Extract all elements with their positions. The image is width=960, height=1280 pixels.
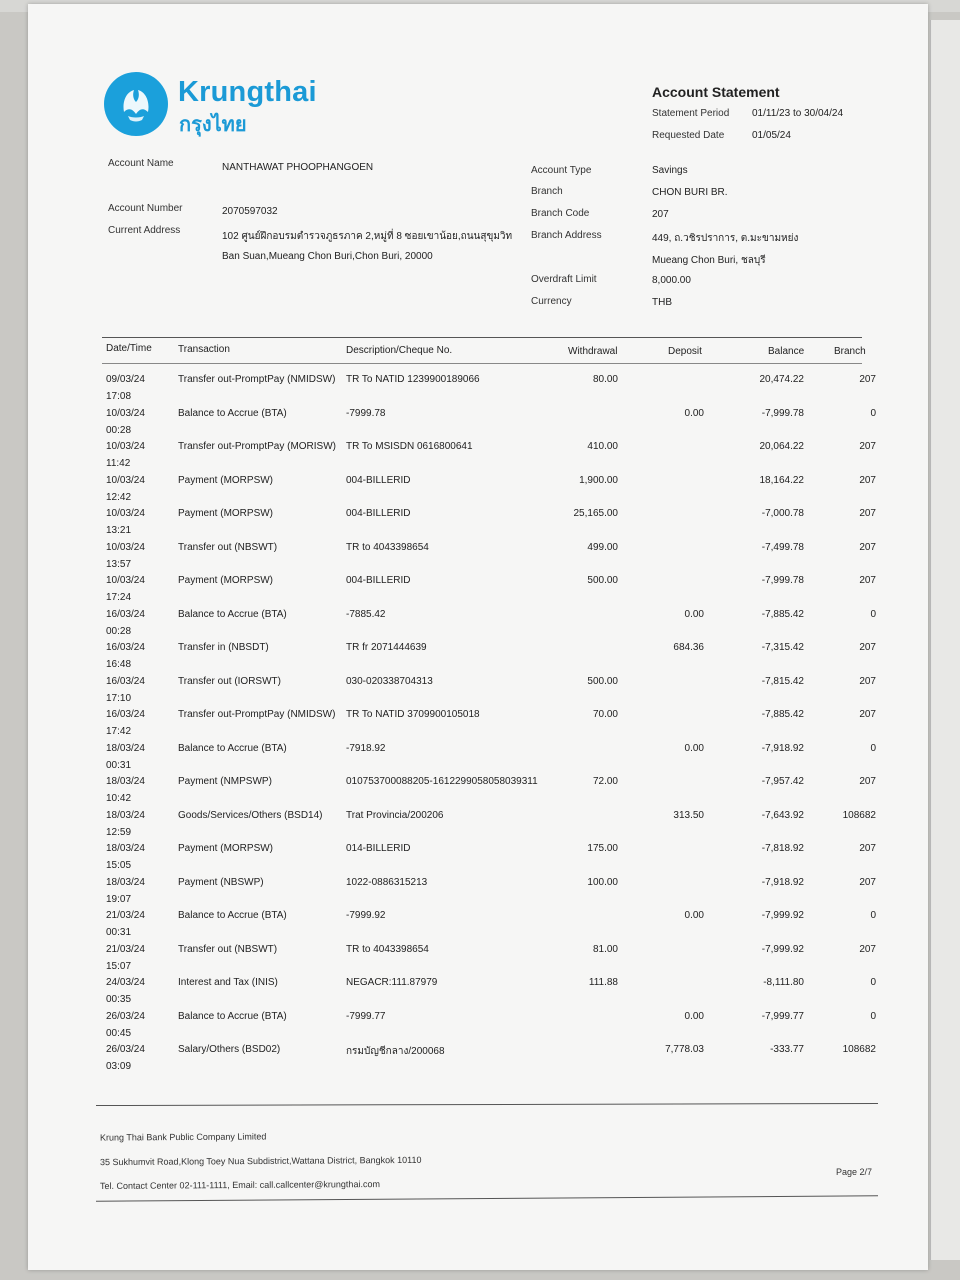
- row-balance: 18,164.22: [759, 475, 804, 486]
- row-withdrawal: 500.00: [587, 676, 618, 687]
- row-withdrawal: 410.00: [587, 441, 618, 452]
- row-branch: 207: [859, 542, 876, 553]
- statement-period-label: Statement Period: [652, 108, 730, 119]
- statement-title: Account Statement: [652, 84, 780, 100]
- account-name-label: Account Name: [108, 158, 174, 169]
- footer-contact: Tel. Contact Center 02-111-1111, Email: call.callcenter@krungthai.com: [99, 1179, 380, 1191]
- row-withdrawal: 1,900.00: [579, 475, 618, 486]
- row-date: 10/03/24: [106, 508, 145, 519]
- row-description: TR fr 2071444639: [346, 642, 427, 653]
- footer-bottom-rule: [96, 1195, 878, 1201]
- branch-address-line-1: 449, ถ.วชิรปราการ, ต.มะขามหย่ง: [652, 233, 799, 244]
- row-balance: -7,885.42: [761, 709, 804, 720]
- row-transaction: Payment (MORPSW): [178, 843, 274, 854]
- row-balance: -7,918.92: [761, 877, 804, 888]
- row-balance: -7,815.42: [761, 676, 804, 687]
- row-time: 19:07: [106, 894, 132, 905]
- row-description: กรมบัญชีกลาง/200068: [346, 1046, 445, 1057]
- row-branch: 207: [859, 642, 876, 653]
- row-balance: -7,499.78: [761, 542, 804, 553]
- row-branch: 207: [859, 843, 876, 854]
- header-datetime: Date/Time: [106, 343, 152, 354]
- row-date: 18/03/24: [106, 843, 145, 854]
- bank-name-en: Krungthai: [178, 76, 317, 108]
- row-description: TR To NATID 3709900105018: [346, 709, 480, 720]
- row-deposit: 0.00: [684, 910, 704, 921]
- row-description: 014-BILLERID: [346, 843, 411, 854]
- header-branch: Branch: [834, 346, 866, 357]
- branch-label: Branch: [531, 186, 563, 197]
- row-balance: -7,999.77: [761, 1011, 804, 1022]
- account-type-value: Savings: [652, 165, 688, 176]
- row-transaction: Transfer out (NBSWT): [178, 944, 278, 955]
- row-withdrawal: 100.00: [587, 877, 618, 888]
- row-description: -7999.92: [346, 910, 386, 921]
- statement-period-value: 01/11/23 to 30/04/24: [752, 108, 844, 119]
- row-branch: 0: [870, 408, 876, 419]
- branch-code-label: Branch Code: [531, 208, 590, 219]
- row-branch: 207: [859, 944, 876, 955]
- row-description: -7999.78: [346, 408, 386, 419]
- row-balance: -7,818.92: [761, 843, 804, 854]
- row-transaction: Interest and Tax (INIS): [178, 977, 278, 988]
- row-branch: 0: [870, 609, 876, 620]
- requested-date-label: Requested Date: [652, 130, 725, 141]
- row-branch: 207: [859, 441, 876, 452]
- current-address-label: Current Address: [108, 225, 181, 236]
- row-date: 10/03/24: [106, 441, 145, 452]
- row-time: 17:08: [106, 391, 132, 402]
- row-date: 16/03/24: [106, 676, 145, 687]
- row-time: 11:42: [106, 458, 131, 469]
- row-date: 16/03/24: [106, 609, 145, 620]
- row-transaction: Goods/Services/Others (BSD14): [178, 810, 323, 821]
- header-transaction: Transaction: [178, 344, 230, 355]
- table-header-rule: [102, 363, 862, 364]
- row-branch: 207: [859, 676, 876, 687]
- row-transaction: Balance to Accrue (BTA): [178, 910, 287, 921]
- row-branch: 0: [870, 1011, 876, 1022]
- row-branch: 207: [859, 374, 876, 385]
- row-date: 18/03/24: [106, 743, 145, 754]
- row-branch: 108682: [842, 810, 876, 821]
- row-branch: 0: [870, 910, 876, 921]
- row-transaction: Transfer out-PromptPay (NMIDSW): [178, 374, 336, 385]
- row-time: 00:28: [106, 425, 132, 436]
- row-time: 10:42: [106, 793, 132, 804]
- row-date: 09/03/24: [106, 374, 145, 385]
- row-description: TR To MSISDN 0616800641: [346, 441, 473, 452]
- branch-code-value: 207: [652, 209, 669, 220]
- footer-top-rule: [96, 1103, 878, 1106]
- row-transaction: Payment (NBSWP): [178, 877, 264, 888]
- footer-company: Krung Thai Bank Public Company Limited: [99, 1131, 267, 1143]
- row-deposit: 313.50: [673, 810, 704, 821]
- row-withdrawal: 70.00: [592, 709, 618, 720]
- address-line-1: 102 ศูนย์ฝึกอบรมตำรวจภูธรภาค 2,หมู่ที่ 8 ซอยเขาน้อย,ถนนสุขุมวิท: [222, 231, 513, 242]
- row-time: 00:31: [106, 927, 132, 938]
- row-description: -7885.42: [346, 609, 386, 620]
- row-deposit: 7,778.03: [665, 1044, 704, 1055]
- row-branch: 0: [870, 743, 876, 754]
- row-balance: -7,999.78: [761, 575, 804, 586]
- row-balance: -333.77: [770, 1044, 804, 1055]
- row-withdrawal: 81.00: [592, 944, 618, 955]
- row-transaction: Payment (NMPSWP): [178, 776, 272, 787]
- row-branch: 207: [859, 475, 876, 486]
- row-time: 00:35: [106, 994, 132, 1005]
- row-branch: 108682: [842, 1044, 876, 1055]
- row-transaction: Balance to Accrue (BTA): [178, 743, 287, 754]
- currency-label: Currency: [531, 296, 572, 307]
- row-description: 004-BILLERID: [346, 475, 411, 486]
- header-balance: Balance: [768, 346, 805, 357]
- row-time: 00:31: [106, 760, 132, 771]
- branch-value: CHON BURI BR.: [652, 187, 728, 198]
- row-withdrawal: 80.00: [592, 374, 618, 385]
- currency-value: THB: [652, 297, 672, 308]
- row-date: 18/03/24: [106, 877, 145, 888]
- footer-address: 35 Sukhumvit Road,Klong Toey Nua Subdistrict,Wattana District, Bangkok 10110: [99, 1154, 422, 1168]
- row-transaction: Balance to Accrue (BTA): [178, 1011, 287, 1022]
- row-time: 13:57: [106, 559, 132, 570]
- row-time: 15:07: [106, 961, 132, 972]
- row-date: 21/03/24: [106, 910, 145, 921]
- row-deposit: 0.00: [684, 1011, 704, 1022]
- row-balance: -7,000.78: [761, 508, 804, 519]
- header-description: Description/Cheque No.: [346, 345, 453, 356]
- row-description: 1022-0886315213: [346, 877, 428, 888]
- row-time: 00:45: [106, 1028, 132, 1039]
- row-date: 10/03/24: [106, 575, 145, 586]
- statement-page: [28, 4, 928, 1270]
- row-date: 21/03/24: [106, 944, 145, 955]
- header-deposit: Deposit: [668, 346, 702, 357]
- row-date: 18/03/24: [106, 776, 145, 787]
- row-balance: -8,111.80: [763, 977, 804, 988]
- row-balance: -7,999.92: [761, 910, 804, 921]
- row-time: 16:48: [106, 659, 132, 670]
- row-date: 26/03/24: [106, 1011, 145, 1022]
- row-description: 004-BILLERID: [346, 575, 411, 586]
- row-description: TR to 4043398654: [346, 542, 429, 553]
- row-time: 15:05: [106, 860, 132, 871]
- row-balance: -7,315.42: [761, 642, 804, 653]
- bank-name-th: กรุงไทย: [179, 114, 247, 136]
- row-withdrawal: 111.88: [588, 977, 618, 988]
- row-time: 12:42: [106, 492, 132, 503]
- header-withdrawal: Withdrawal: [568, 346, 618, 357]
- requested-date-value: 01/05/24: [752, 130, 791, 141]
- row-description: 004-BILLERID: [346, 508, 411, 519]
- row-description: Trat Provincia/200206: [346, 810, 444, 821]
- row-deposit: 0.00: [684, 609, 704, 620]
- row-description: 010753700088205-1612299058058039311: [346, 776, 538, 787]
- row-transaction: Payment (MORPSW): [178, 508, 274, 519]
- row-time: 00:28: [106, 626, 132, 637]
- row-withdrawal: 500.00: [587, 575, 618, 586]
- table-top-rule: [102, 337, 862, 338]
- row-description: -7918.92: [346, 743, 386, 754]
- row-balance: -7,999.92: [761, 944, 804, 955]
- row-withdrawal: 499.00: [587, 542, 618, 553]
- row-transaction: Transfer in (NBSDT): [178, 642, 269, 653]
- row-branch: 207: [859, 776, 876, 787]
- account-number-value: 2070597032: [222, 206, 278, 217]
- row-date: 10/03/24: [106, 408, 145, 419]
- row-deposit: 0.00: [684, 743, 704, 754]
- row-transaction: Payment (MORPSW): [178, 475, 274, 486]
- row-deposit: 684.36: [673, 642, 704, 653]
- krungthai-logo-icon: [104, 72, 168, 136]
- row-date: 10/03/24: [106, 542, 145, 553]
- row-balance: -7,885.42: [761, 609, 804, 620]
- row-branch: 207: [859, 575, 876, 586]
- row-date: 16/03/24: [106, 642, 145, 653]
- row-branch: 207: [859, 508, 876, 519]
- branch-address-line-2: Mueang Chon Buri, ชลบุรี: [652, 255, 766, 266]
- row-balance: 20,064.22: [759, 441, 804, 452]
- row-time: 13:21: [106, 525, 132, 536]
- row-transaction: Salary/Others (BSD02): [178, 1044, 281, 1055]
- row-date: 10/03/24: [106, 475, 145, 486]
- row-description: 030-020338704313: [346, 676, 433, 687]
- row-withdrawal: 175.00: [587, 843, 618, 854]
- account-type-label: Account Type: [531, 165, 592, 176]
- row-time: 12:59: [106, 827, 132, 838]
- account-name-value: NANTHAWAT PHOOPHANGOEN: [222, 162, 374, 173]
- row-description: TR to 4043398654: [346, 944, 429, 955]
- row-balance: -7,918.92: [761, 743, 804, 754]
- row-transaction: Balance to Accrue (BTA): [178, 408, 287, 419]
- overdraft-limit-label: Overdraft Limit: [531, 274, 597, 285]
- overdraft-limit-value: 8,000.00: [652, 275, 691, 286]
- underlying-paper: [930, 20, 960, 1260]
- branch-address-label: Branch Address: [531, 230, 602, 241]
- row-time: 17:10: [106, 693, 132, 704]
- row-date: 18/03/24: [106, 810, 145, 821]
- row-description: TR To NATID 1239900189066: [346, 374, 480, 385]
- row-branch: 207: [859, 709, 876, 720]
- row-branch: 207: [859, 877, 876, 888]
- row-withdrawal: 25,165.00: [573, 508, 618, 519]
- row-balance: -7,999.78: [761, 408, 804, 419]
- row-branch: 0: [870, 977, 876, 988]
- row-withdrawal: 72.00: [592, 776, 618, 787]
- row-date: 26/03/24: [106, 1044, 145, 1055]
- row-balance: -7,957.42: [761, 776, 804, 787]
- account-number-label: Account Number: [108, 203, 183, 214]
- row-time: 03:09: [106, 1061, 132, 1072]
- row-date: 16/03/24: [106, 709, 145, 720]
- row-description: NEGACR:111.87979: [346, 977, 438, 988]
- row-date: 24/03/24: [106, 977, 145, 988]
- row-transaction: Transfer out (IORSWT): [178, 676, 281, 687]
- row-balance: 20,474.22: [759, 374, 804, 385]
- row-transaction: Payment (MORPSW): [178, 575, 274, 586]
- row-balance: -7,643.92: [761, 810, 804, 821]
- row-deposit: 0.00: [684, 408, 704, 419]
- row-description: -7999.77: [346, 1011, 386, 1022]
- row-time: 17:42: [106, 726, 132, 737]
- page-number: Page 2/7: [836, 1167, 873, 1177]
- row-transaction: Transfer out-PromptPay (NMIDSW): [178, 709, 336, 720]
- row-time: 17:24: [106, 592, 132, 603]
- row-transaction: Balance to Accrue (BTA): [178, 609, 287, 620]
- row-transaction: Transfer out (NBSWT): [178, 542, 278, 553]
- row-transaction: Transfer out-PromptPay (MORISW): [178, 441, 336, 452]
- address-line-2: Ban Suan,Mueang Chon Buri,Chon Buri, 20000: [222, 251, 433, 262]
